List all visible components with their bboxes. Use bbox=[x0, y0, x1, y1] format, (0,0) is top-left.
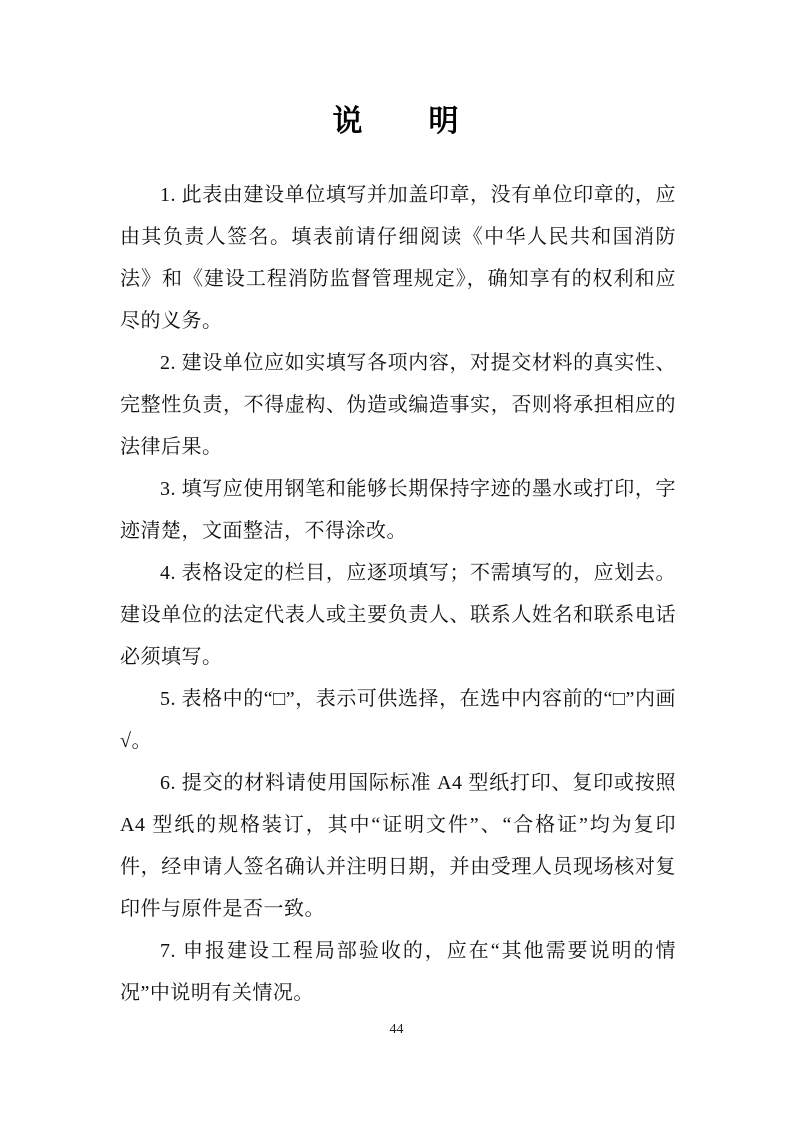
instruction-paragraph-3: 3. 填写应使用钢笔和能够长期保持字迹的墨水或打印，字迹清楚，文面整洁，不得涂改。 bbox=[120, 478, 676, 542]
instruction-paragraph-2: 2. 建设单位应如实填写各项内容，对提交材料的真实性、完整性负责，不得虚构、伪造或编造事实，否则将承担相应的法律后果。 bbox=[120, 352, 676, 458]
instruction-paragraph-6: 6. 提交的材料请使用国际标准 A4 型纸打印、复印或按照 A4 型纸的规格装订，其中“证明文件”、“合格证”均为复印件，经申请人签名确认并注明日期，并由受理人员现场核对复印件与原件是否一致。 bbox=[120, 772, 676, 920]
page-title: 说 明 bbox=[332, 105, 461, 138]
page-number: 44 bbox=[389, 1022, 404, 1037]
instruction-paragraph-7: 7. 申报建设工程局部验收的，应在“其他需要说明的情况”中说明有关情况。 bbox=[120, 940, 676, 1004]
instructions-body bbox=[120, 174, 676, 1014]
instruction-paragraph-1: 1. 此表由建设单位填写并加盖印章，没有单位印章的，应由其负责人签名。填表前请仔细阅读《中华人民共和国消防法》和《建设工程消防监督管理规定》，确知享有的权利和应尽的义务。 bbox=[120, 184, 676, 332]
instruction-paragraph-5: 5. 表格中的“□”，表示可供选择，在选中内容前的“□”内画√。 bbox=[120, 688, 676, 752]
instruction-paragraph-4: 4. 表格设定的栏目，应逐项填写；不需填写的，应划去。建设单位的法定代表人或主要负责人、联系人姓名和联系电话必须填写。 bbox=[120, 562, 676, 668]
